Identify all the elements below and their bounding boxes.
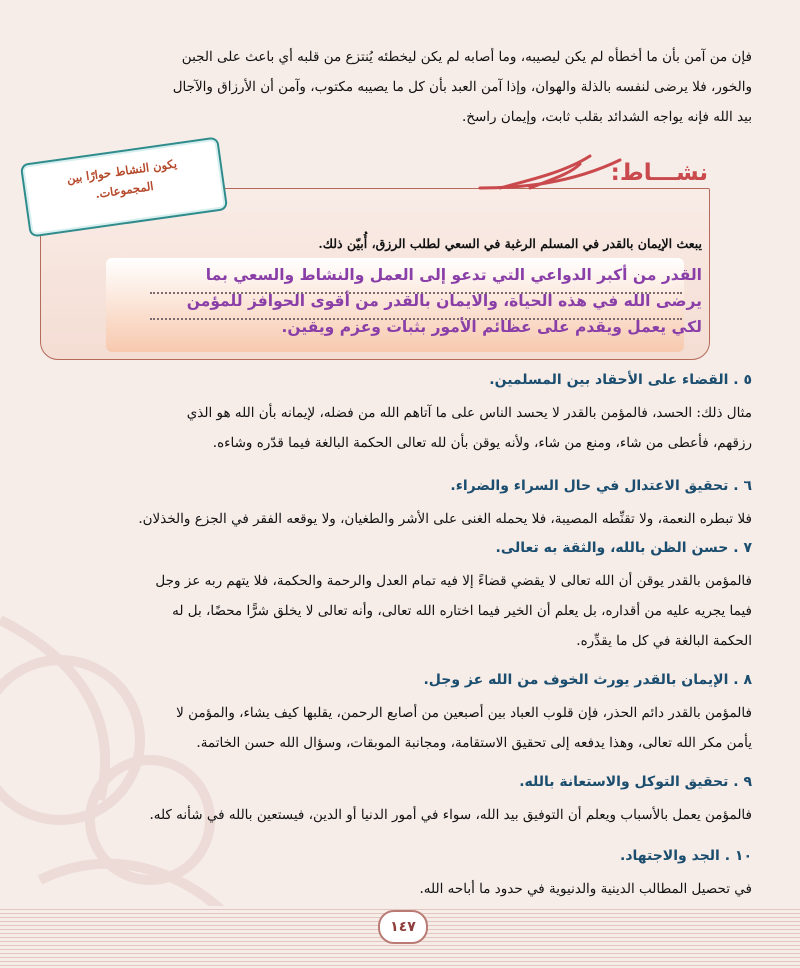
section-body (52, 800, 752, 830)
page-number: ١٤٧ (378, 910, 428, 944)
activity-note: يكون النشاط حوارًا بين المجموعات. (65, 156, 178, 201)
section-heading: ٥ . القضاء على الأحقاد بين المسلمين. (489, 372, 752, 388)
intro-line: والخور، فلا يرضى لنفسه بالذلة والهوان، وإذا آمن العبد بأن كل ما يصيبه مكتوب، وآمن أن الأرزاق والآجال (172, 79, 752, 95)
body-line: فالمؤمن يعمل بالأسباب ويعلم أن التوفيق بيد الله، سواء في أمور الدنيا أو الدين، فيستعين بالله في شأنه كله. (149, 807, 752, 823)
body-line: الحكمة البالغة في كل ما يقدِّره. (576, 633, 752, 649)
intro-line: بيد الله فإنه يواجه الشدائد بقلب ثابت، وإيمان راسخ. (461, 109, 752, 125)
body-line: فالمؤمن بالقدر دائم الحذر، فإن قلوب العباد بين أصبعين من أصابع الرحمن، يقلبها كيف يشاء، والمؤمن لا (176, 705, 752, 721)
activity-question: يبعث الإيمان بالقدر في المسلم الرغبة في السعي لطلب الرزق، أُبيّن ذلك. (318, 236, 702, 251)
body-line: رزقهم، فأعطى من شاء، ومنع من شاء، ولأنه يوقن بأن لله تعالى الحكمة البالغة فيما قدّره وشاءه. (212, 435, 752, 451)
section-heading: ٨ . الإيمان بالقدر يورث الخوف من الله عز وجل. (423, 672, 752, 688)
section-heading: ١٠ . الجد والاجتهاد. (620, 848, 752, 864)
section-body (52, 504, 752, 534)
section-body (52, 698, 752, 758)
intro-paragraph (52, 42, 752, 132)
body-line: فلا تبطره النعمة، ولا تقنِّطه المصيبة، فلا يحمله الغنى على الأشر والطغيان، ولا يوقعه الفقر في الجزع والخذلان. (138, 511, 752, 527)
section-heading: ٧ . حسن الظن بالله، والثقة به تعالى. (495, 540, 752, 556)
section-body (52, 874, 752, 904)
body-line: فالمؤمن بالقدر يوقن أن الله تعالى لا يقضي قضاءً إلا فيه تمام العدل والرحمة والحكمة، فلا يتهم ربه عز وجل (155, 573, 752, 589)
intro-line: فإن من آمن بأن ما أخطأه لم يكن ليصيبه، وما أصابه لم يكن ليخطئه يُنتزع من قلبه أي باعث على الجبن (181, 49, 752, 65)
activity-swirl-icon (470, 150, 630, 194)
activity-title: نشـــاط: (610, 160, 708, 186)
section-body (52, 398, 752, 458)
body-line: في تحصيل المطالب الدينية والدنيوية في حدود ما أباحه الله. (419, 881, 752, 897)
answer-line: يرضى الله في هذه الحياة، والايمان بالقدر من أقوى الحوافز للمؤمن (186, 292, 702, 310)
body-line: يأمن مكر الله تعالى، وهذا يدفعه إلى تحقيق الاستقامة، ومجانبة الموبقات، وسؤال الله حسن الخاتمة. (196, 735, 752, 751)
section-heading: ٦ . تحقيق الاعتدال في حال السراء والضراء. (450, 478, 752, 494)
body-line: مثال ذلك: الحسد، فالمؤمن بالقدر لا يحسد الناس على ما آتاهم الله من فضله، لإيمانه بأن الله هو الذي (186, 405, 752, 421)
answer-line: القدر من أكبر الدواعي التي تدعو إلى العمل والنشاط والسعي بما (205, 266, 702, 284)
body-line: فيما يجريه عليه من أقداره، بل يعلم أن الخير فيما اختاره الله تعالى، وأنه تعالى لا يخلق شرًّا محضًا، بل له (172, 603, 752, 619)
section-heading: ٩ . تحقيق التوكل والاستعانة بالله. (519, 774, 752, 790)
answer-line: لكي يعمل ويقدم على عظائم الأمور بثبات وعزم ويقين. (281, 318, 702, 336)
section-body (52, 566, 752, 656)
